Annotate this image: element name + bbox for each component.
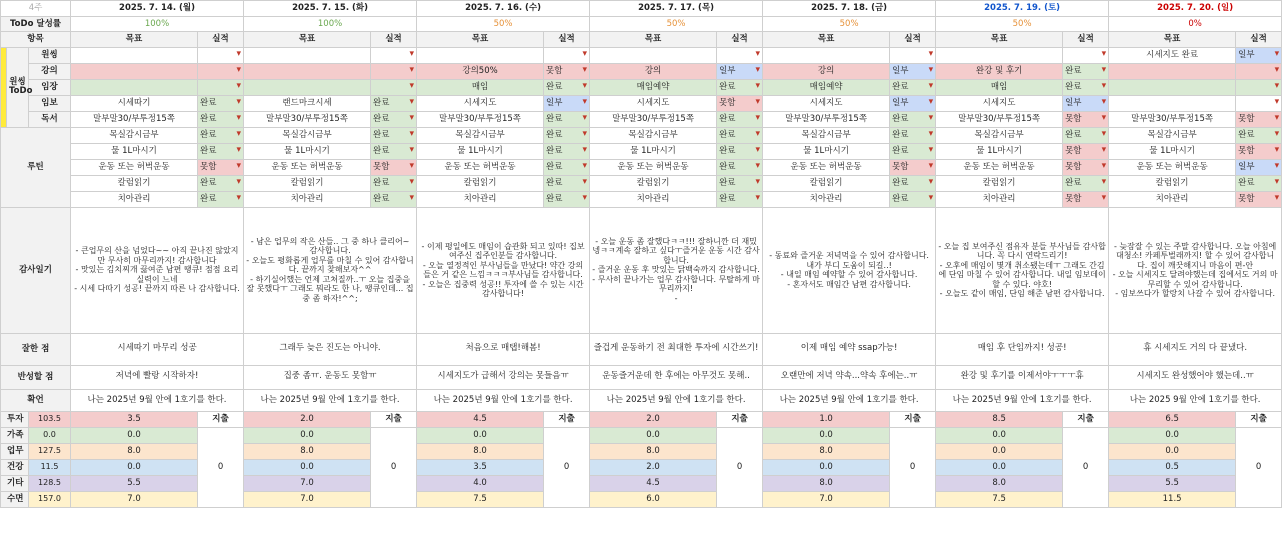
- spend-label-5: 지출: [1063, 411, 1109, 427]
- routine-result-5[interactable]: 완료 ▾: [1063, 175, 1109, 191]
- result-gangui-5[interactable]: 완료 ▾: [1063, 63, 1109, 79]
- routine-result-2[interactable]: 완료 ▾: [544, 143, 590, 159]
- routine-item-6: 목실감시금부: [1109, 127, 1236, 143]
- result-ilbo-4[interactable]: 일부 ▾: [890, 95, 936, 111]
- time-work-1[interactable]: 8.0: [244, 443, 371, 459]
- routine-item-0: 운동 또는 허벅운동: [71, 159, 198, 175]
- goal-iljang-6[interactable]: [1109, 79, 1236, 95]
- goal-iljang-5[interactable]: 매임: [936, 79, 1063, 95]
- routine-item-4: 칼럼읽기: [763, 175, 890, 191]
- result-dokseo-0[interactable]: 완료 ▾: [198, 111, 244, 127]
- time-sleep-4[interactable]: 7.0: [763, 491, 890, 507]
- routine-item-4: 운동 또는 허벅운동: [763, 159, 890, 175]
- confirm-0[interactable]: 나는 2025년 9월 안에 1호기를 한다.: [71, 389, 244, 411]
- goal-dokseo-2[interactable]: 말부말30/부투정15쪽: [417, 111, 544, 127]
- routine-item-1: 치아관리: [244, 191, 371, 207]
- goal-iljang-0[interactable]: [71, 79, 198, 95]
- goal-dokseo-3[interactable]: 말부말30/부투정15쪽: [590, 111, 717, 127]
- time-work-3[interactable]: 8.0: [590, 443, 717, 459]
- routine-result-4[interactable]: 완료 ▾: [890, 191, 936, 207]
- routine-item-4: 물 1L마시기: [763, 143, 890, 159]
- good-1[interactable]: 그래두 늦은 진도는 아니야.: [244, 333, 417, 365]
- spend-label-3: 지출: [717, 411, 763, 427]
- sheet-row: [1, 191, 1282, 207]
- time-invest-0[interactable]: 3.5: [71, 411, 198, 427]
- result-wonsing-0[interactable]: [198, 47, 244, 63]
- routine-item-5: 물 1L마시기: [936, 143, 1063, 159]
- reflect-5[interactable]: 완강 및 후기를 이제서야ㅜㅜㅜ휴: [936, 365, 1109, 389]
- goal-iljang-1[interactable]: [244, 79, 371, 95]
- routine-result-5[interactable]: 못함 ▾: [1063, 159, 1109, 175]
- reflect-6[interactable]: 시세지도 완성했어야 했는데..ㅠ: [1109, 365, 1282, 389]
- time-etc-4[interactable]: 8.0: [763, 475, 890, 491]
- spend-0[interactable]: 0: [198, 427, 244, 507]
- time-health-6[interactable]: 0.5: [1109, 459, 1236, 475]
- goal-ilbo-6[interactable]: [1109, 95, 1236, 111]
- goal-gangui-0[interactable]: [71, 63, 198, 79]
- result-ilbo-3[interactable]: 못함 ▾: [717, 95, 763, 111]
- spend-label-6: 지출: [1236, 411, 1282, 427]
- goal-wonsing-2[interactable]: [417, 47, 544, 63]
- result-ilbo-1[interactable]: 완료 ▾: [371, 95, 417, 111]
- time-total-invest: 103.5: [29, 411, 71, 427]
- result-iljang-1[interactable]: [371, 79, 417, 95]
- day-header-2: 2025. 7. 16. (수): [417, 1, 590, 17]
- goal-gangui-6[interactable]: [1109, 63, 1236, 79]
- time-work-2[interactable]: 8.0: [417, 443, 544, 459]
- goal-dokseo-6[interactable]: 말부말30/부투정15쪽: [1109, 111, 1236, 127]
- goal-item-wonsing: 원씽: [29, 47, 71, 63]
- time-invest-1[interactable]: 2.0: [244, 411, 371, 427]
- routine-result-4[interactable]: 완료 ▾: [890, 143, 936, 159]
- goal-iljang-4[interactable]: 매임예약: [763, 79, 890, 95]
- result-header: 실적: [1063, 32, 1109, 48]
- routine-item-1: 목실감시금부: [244, 127, 371, 143]
- day-header-4: 2025. 7. 18. (금): [763, 1, 936, 17]
- confirm-5[interactable]: 나는 2025년 9월 안에 1호기를 한다.: [936, 389, 1109, 411]
- good-5[interactable]: 매임 후 단임까지! 성공!: [936, 333, 1109, 365]
- reflect-label: 반성할 점: [1, 365, 71, 389]
- sheet-row: [1, 32, 1282, 48]
- routine-item-0: 목실감시금부: [71, 127, 198, 143]
- spend-6[interactable]: 0: [1236, 427, 1282, 507]
- routine-result-6[interactable]: 완료 ▾: [1236, 175, 1282, 191]
- time-health-3[interactable]: 2.0: [590, 459, 717, 475]
- goal-ilbo-2[interactable]: 시세지도: [417, 95, 544, 111]
- gratitude-label: 감사일기: [1, 207, 71, 333]
- time-work-0[interactable]: 8.0: [71, 443, 198, 459]
- result-gangui-2[interactable]: 못함 ▾: [544, 63, 590, 79]
- result-iljang-4[interactable]: 완료 ▾: [890, 79, 936, 95]
- sheet-row: [1, 63, 1282, 79]
- good-4[interactable]: 이제 매임 예약 ssap가능!: [763, 333, 936, 365]
- sheet-row: [1, 16, 1282, 32]
- confirm-6[interactable]: 나는 2025 9월 안에 1호기를 한다.: [1109, 389, 1282, 411]
- goal-header: 목표: [1109, 32, 1236, 48]
- goal-gangui-1[interactable]: [244, 63, 371, 79]
- time-total-etc: 128.5: [29, 475, 71, 491]
- routine-result-3[interactable]: 완료 ▾: [717, 175, 763, 191]
- time-family-2[interactable]: 0.0: [417, 427, 544, 443]
- goal-gangui-4[interactable]: 강의: [763, 63, 890, 79]
- routine-item-2: 칼럼읽기: [417, 175, 544, 191]
- time-work-6[interactable]: 0.0: [1109, 443, 1236, 459]
- day-header-5: 2025. 7. 19. (토): [936, 1, 1109, 17]
- reflect-1[interactable]: 집중 좀ㅠ. 운동도 못함ㅠ: [244, 365, 417, 389]
- gratitude-0[interactable]: - 큰업무의 산을 넘었다~~ 아직 끝나진 않았지만 무사히 마무리까지! 감사합니다 - 맛있는 김치찌개 끓여준 남편 땡큐! 점점 요리실력이 느네 - 시세 다따기 성공! 끝까지 따른 나 감사합니다.: [71, 207, 244, 333]
- routine-result-4[interactable]: 완료 ▾: [890, 127, 936, 143]
- time-etc-6[interactable]: 5.5: [1109, 475, 1236, 491]
- routine-item-6: 물 1L마시기: [1109, 143, 1236, 159]
- routine-item-3: 운동 또는 허벅운동: [590, 159, 717, 175]
- sheet-row: [1, 427, 1282, 443]
- routine-item-2: 물 1L마시기: [417, 143, 544, 159]
- good-3[interactable]: 즐겁게 운동하기 전 최대한 투자에 시간쓰기!: [590, 333, 763, 365]
- time-invest-2[interactable]: 4.5: [417, 411, 544, 427]
- sheet-row: [1, 111, 1282, 127]
- routine-item-0: 치아관리: [71, 191, 198, 207]
- time-label-sleep: 수면: [1, 491, 29, 507]
- day-header-6: 2025. 7. 20. (일): [1109, 1, 1282, 17]
- todo-rate-1: 100%: [244, 16, 417, 32]
- time-invest-6[interactable]: 6.5: [1109, 411, 1236, 427]
- routine-result-5[interactable]: 못함 ▾: [1063, 191, 1109, 207]
- week-label: 4주: [1, 1, 71, 17]
- goal-header: 목표: [417, 32, 544, 48]
- time-total-work: 127.5: [29, 443, 71, 459]
- goal-wonsing-3[interactable]: [590, 47, 717, 63]
- sheet-row: [1, 365, 1282, 389]
- time-sleep-1[interactable]: 7.0: [244, 491, 371, 507]
- routine-result-5[interactable]: 완료 ▾: [1063, 127, 1109, 143]
- result-gangui-4[interactable]: 일부 ▾: [890, 63, 936, 79]
- goal-dokseo-0[interactable]: 말부말30/부투정15쪽: [71, 111, 198, 127]
- routine-item-0: 칼럼읽기: [71, 175, 198, 191]
- result-ilbo-2[interactable]: 일부 ▾: [544, 95, 590, 111]
- result-wonsing-6[interactable]: 일부 ▾: [1236, 47, 1282, 63]
- result-header: 실적: [198, 32, 244, 48]
- routine-result-6[interactable]: 못함 ▾: [1236, 191, 1282, 207]
- result-header: 실적: [1236, 32, 1282, 48]
- day-header-1: 2025. 7. 15. (화): [244, 1, 417, 17]
- time-label-work: 업무: [1, 443, 29, 459]
- spend-label-0: 지출: [198, 411, 244, 427]
- sheet-row: [1, 79, 1282, 95]
- result-dokseo-1[interactable]: 완료 ▾: [371, 111, 417, 127]
- todo-rate-0: 100%: [71, 16, 244, 32]
- spend-label-4: 지출: [890, 411, 936, 427]
- goal-wonsing-6[interactable]: 시세지도 완료: [1109, 47, 1236, 63]
- time-family-6[interactable]: 0.0: [1109, 427, 1236, 443]
- routine-label: 루틴: [1, 127, 71, 207]
- gratitude-4[interactable]: - 동료와 즐거운 저녁먹을 수 있어 감사합니다. 내가 부디 도움이 되길..! - 내일 매임 예약할 수 있어 감사합니다. - 혼자서도 매임간 남편 감사합니다.: [763, 207, 936, 333]
- result-iljang-3[interactable]: 완료 ▾: [717, 79, 763, 95]
- sheet-row: [1, 333, 1282, 365]
- goal-wonsing-1[interactable]: [244, 47, 371, 63]
- routine-result-0[interactable]: 완료 ▾: [198, 191, 244, 207]
- time-sleep-5[interactable]: 7.5: [936, 491, 1063, 507]
- goal-iljang-2[interactable]: 매임: [417, 79, 544, 95]
- time-label-family: 가족: [1, 427, 29, 443]
- time-family-4[interactable]: 0.0: [763, 427, 890, 443]
- goal-item-iljang: 임장: [29, 79, 71, 95]
- time-label-etc: 기타: [1, 475, 29, 491]
- routine-result-1[interactable]: 완료 ▾: [371, 175, 417, 191]
- confirm-label: 확언: [1, 389, 71, 411]
- goal-header: 목표: [71, 32, 198, 48]
- routine-item-3: 목실감시금부: [590, 127, 717, 143]
- routine-result-3[interactable]: 완료 ▾: [717, 191, 763, 207]
- result-gangui-6[interactable]: [1236, 63, 1282, 79]
- time-work-5[interactable]: 0.0: [936, 443, 1063, 459]
- time-family-1[interactable]: 0.0: [244, 427, 371, 443]
- result-iljang-2[interactable]: 완료 ▾: [544, 79, 590, 95]
- routine-item-0: 물 1L마시기: [71, 143, 198, 159]
- goal-ilbo-4[interactable]: 시세지도: [763, 95, 890, 111]
- goal-header: 목표: [936, 32, 1063, 48]
- goal-dokseo-1[interactable]: 말부말30/부투정15쪽: [244, 111, 371, 127]
- goal-wonsing-5[interactable]: [936, 47, 1063, 63]
- routine-item-2: 운동 또는 허벅운동: [417, 159, 544, 175]
- time-invest-5[interactable]: 8.5: [936, 411, 1063, 427]
- result-header: 실적: [890, 32, 936, 48]
- result-ilbo-5[interactable]: 일부 ▾: [1063, 95, 1109, 111]
- result-gangui-0[interactable]: [198, 63, 244, 79]
- time-total-health: 11.5: [29, 459, 71, 475]
- result-dokseo-3[interactable]: 완료 ▾: [717, 111, 763, 127]
- result-wonsing-1[interactable]: [371, 47, 417, 63]
- result-wonsing-3[interactable]: [717, 47, 763, 63]
- confirm-3[interactable]: 나는 2025년 9월 안에 1호기를 한다.: [590, 389, 763, 411]
- result-dokseo-4[interactable]: 완료 ▾: [890, 111, 936, 127]
- goal-ilbo-0[interactable]: 시세따기: [71, 95, 198, 111]
- routine-item-1: 칼럼읽기: [244, 175, 371, 191]
- routine-result-3[interactable]: 완료 ▾: [717, 159, 763, 175]
- goal-gangui-2[interactable]: 강의50%: [417, 63, 544, 79]
- routine-result-1[interactable]: 완료 ▾: [371, 191, 417, 207]
- routine-result-4[interactable]: 못함 ▾: [890, 159, 936, 175]
- time-work-4[interactable]: 8.0: [763, 443, 890, 459]
- goal-header: 목표: [244, 32, 371, 48]
- result-dokseo-6[interactable]: 못함 ▾: [1236, 111, 1282, 127]
- wonsing-todo-label: 원씽 ToDo: [7, 47, 29, 127]
- time-etc-2[interactable]: 4.0: [417, 475, 544, 491]
- routine-result-0[interactable]: 완료 ▾: [198, 143, 244, 159]
- routine-item-3: 물 1L마시기: [590, 143, 717, 159]
- goal-wonsing-0[interactable]: [71, 47, 198, 63]
- time-sleep-2[interactable]: 7.5: [417, 491, 544, 507]
- spend-1[interactable]: 0: [371, 427, 417, 507]
- time-health-4[interactable]: 0.0: [763, 459, 890, 475]
- reflect-0[interactable]: 저녁에 빨랑 시작하자!: [71, 365, 244, 389]
- time-sleep-6[interactable]: 11.5: [1109, 491, 1236, 507]
- time-invest-4[interactable]: 1.0: [763, 411, 890, 427]
- routine-item-4: 치아관리: [763, 191, 890, 207]
- sheet-row: [1, 127, 1282, 143]
- gratitude-1[interactable]: - 남은 업무의 작은 산들.. 그 중 하나 클리어~ 감사합니다. - 오늘도 평화롭게 업무를 마칠 수 있어 감사합니다. 끝까지 찾해보자^^ - 하기실어했는 언제 고쳐질까..ㅜ 오늘 집중을 잘 못했다ㅜ 그래도 뭐라도 한 나, 땡큐인데... 집중 좀 하자!^^;: [244, 207, 417, 333]
- time-label-invest: 투자: [1, 411, 29, 427]
- time-label-health: 건강: [1, 459, 29, 475]
- routine-item-3: 치아관리: [590, 191, 717, 207]
- goal-gangui-5[interactable]: 완강 및 후기: [936, 63, 1063, 79]
- routine-result-0[interactable]: 완료 ▾: [198, 175, 244, 191]
- time-etc-1[interactable]: 7.0: [244, 475, 371, 491]
- goal-item-dokseo: 독서: [29, 111, 71, 127]
- routine-item-1: 물 1L마시기: [244, 143, 371, 159]
- time-health-1[interactable]: 0.0: [244, 459, 371, 475]
- goal-ilbo-5[interactable]: 시세지도: [936, 95, 1063, 111]
- reflect-3[interactable]: 운동즐거운데 한 후에는 아무것도 못해..: [590, 365, 763, 389]
- todo-rate-2: 50%: [417, 16, 590, 32]
- confirm-4[interactable]: 나는 2025년 9월 안에 1호기를 한다.: [763, 389, 936, 411]
- routine-result-2[interactable]: 완료 ▾: [544, 175, 590, 191]
- goal-ilbo-3[interactable]: 시세지도: [590, 95, 717, 111]
- time-total-family: 0.0: [29, 427, 71, 443]
- result-header: 실적: [717, 32, 763, 48]
- result-gangui-3[interactable]: 일부 ▾: [717, 63, 763, 79]
- routine-result-0[interactable]: 못함 ▾: [198, 159, 244, 175]
- sheet-row: [1, 159, 1282, 175]
- goal-gangui-3[interactable]: 강의: [590, 63, 717, 79]
- gratitude-2[interactable]: - 이제 평일에도 매임이 습관화 되고 있따! 집보여주신 집주인분들 감사합니다. - 오늘 열정적인 부사님들을 만났다! 약간 강의 들은 거 같은 느낌ㅋㅋㅋ부사님들 감사합니다. - 오늘은 집중력 성공!! 투자에 쓸 수 있는 시간 감사합니다!: [417, 207, 590, 333]
- routine-item-4: 목실감시금부: [763, 127, 890, 143]
- goal-dokseo-4[interactable]: 말부말30/부투정15쪽: [763, 111, 890, 127]
- time-health-2[interactable]: 3.5: [417, 459, 544, 475]
- routine-result-2[interactable]: 완료 ▾: [544, 159, 590, 175]
- routine-item-2: 목실감시금부: [417, 127, 544, 143]
- goal-item-ilbo: 임보: [29, 95, 71, 111]
- routine-item-2: 치아관리: [417, 191, 544, 207]
- sheet-row: [1, 1, 1282, 17]
- day-header-0: 2025. 7. 14. (월): [71, 1, 244, 17]
- time-sleep-3[interactable]: 6.0: [590, 491, 717, 507]
- result-wonsing-2[interactable]: [544, 47, 590, 63]
- result-iljang-0[interactable]: [198, 79, 244, 95]
- goal-iljang-3[interactable]: 매임예약: [590, 79, 717, 95]
- result-wonsing-4[interactable]: [890, 47, 936, 63]
- time-family-0[interactable]: 0.0: [71, 427, 198, 443]
- sheet-row: [1, 207, 1282, 333]
- time-etc-3[interactable]: 4.5: [590, 475, 717, 491]
- spend-4[interactable]: 0: [890, 427, 936, 507]
- routine-item-5: 목실감시금부: [936, 127, 1063, 143]
- result-dokseo-2[interactable]: 완료 ▾: [544, 111, 590, 127]
- good-0[interactable]: 시세따기 마무리 성공: [71, 333, 244, 365]
- result-ilbo-6[interactable]: [1236, 95, 1282, 111]
- reflect-4[interactable]: 오랜만에 저녁 약속...약속 후에는..ㅠ: [763, 365, 936, 389]
- time-family-5[interactable]: 0.0: [936, 427, 1063, 443]
- sheet-row: [1, 95, 1282, 111]
- routine-result-3[interactable]: 완료 ▾: [717, 143, 763, 159]
- gratitude-5[interactable]: - 오늘 집 보여주신 점유자 분들 부사님들 감사합니다. 꼭 다시 연락드리기! - 오후에 매임이 몇개 취소됐는데ㅜ 그래도 간김에 단임 마칠 수 있어 감사합니다. 내일 임보데이 할 수 있다. 야호! - 오늘도 같이 매임, 단임 해준 남편 감사합니다.: [936, 207, 1109, 333]
- result-gangui-1[interactable]: [371, 63, 417, 79]
- result-ilbo-0[interactable]: 완료 ▾: [198, 95, 244, 111]
- time-invest-3[interactable]: 2.0: [590, 411, 717, 427]
- todo-rate-label: ToDo 달성률: [1, 16, 71, 32]
- good-6[interactable]: 휴 시세지도 거의 다 끝냈다.: [1109, 333, 1282, 365]
- routine-item-6: 운동 또는 허벅운동: [1109, 159, 1236, 175]
- result-iljang-6[interactable]: [1236, 79, 1282, 95]
- sheet-row: [1, 411, 1282, 427]
- sheet-row: [1, 175, 1282, 191]
- gratitude-6[interactable]: - 늦잠잘 수 있는 주말 감사합니다. 오늘 아침에 대청소! 카페투벌래까지! 할 수 있어 감사합니다. 집이 깨끗해지니 마음이 편-안 - 오늘 시세지도 달려야했는데 집에서도 거의 마무리할 수 있어 감사합니다. - 임보쓰다가 할랑치 나갈 수 있어 감사합니다.: [1109, 207, 1282, 333]
- routine-result-6[interactable]: 완료 ▾: [1236, 127, 1282, 143]
- routine-result-4[interactable]: 완료 ▾: [890, 175, 936, 191]
- time-health-0[interactable]: 0.0: [71, 459, 198, 475]
- time-total-sleep: 157.0: [29, 491, 71, 507]
- routine-item-5: 치아관리: [936, 191, 1063, 207]
- spend-2[interactable]: 0: [544, 427, 590, 507]
- routine-item-1: 운동 또는 허벅운동: [244, 159, 371, 175]
- routine-result-2[interactable]: 완료 ▾: [544, 127, 590, 143]
- goal-ilbo-1[interactable]: 랜드마크시세: [244, 95, 371, 111]
- routine-result-6[interactable]: 못함 ▾: [1236, 143, 1282, 159]
- result-dokseo-5[interactable]: 못함 ▾: [1063, 111, 1109, 127]
- sheet-row: [1, 47, 1282, 63]
- routine-item-6: 치아관리: [1109, 191, 1236, 207]
- time-sleep-0[interactable]: 7.0: [71, 491, 198, 507]
- todo-rate-5: 50%: [936, 16, 1109, 32]
- routine-result-0[interactable]: 완료 ▾: [198, 127, 244, 143]
- confirm-1[interactable]: 나는 2025년 9월 안에 1호기를 한다.: [244, 389, 417, 411]
- time-family-3[interactable]: 0.0: [590, 427, 717, 443]
- result-header: 실적: [544, 32, 590, 48]
- goal-item-gangui: 강의: [29, 63, 71, 79]
- result-iljang-5[interactable]: 완료 ▾: [1063, 79, 1109, 95]
- routine-item-3: 칼럼읽기: [590, 175, 717, 191]
- routine-item-5: 칼럼읽기: [936, 175, 1063, 191]
- routine-result-1[interactable]: 완료 ▾: [371, 143, 417, 159]
- goal-dokseo-5[interactable]: 말부말30/부투정15쪽: [936, 111, 1063, 127]
- reflect-2[interactable]: 시세지도가 급해서 강의는 못들음ㅠ: [417, 365, 590, 389]
- goal-header: 목표: [590, 32, 717, 48]
- sheet-row: [1, 143, 1282, 159]
- goal-header: 목표: [763, 32, 890, 48]
- spend-5[interactable]: 0: [1063, 427, 1109, 507]
- good-label: 잘한 점: [1, 333, 71, 365]
- todo-rate-3: 50%: [590, 16, 763, 32]
- routine-result-1[interactable]: 못함 ▾: [371, 159, 417, 175]
- routine-item-5: 운동 또는 허벅운동: [936, 159, 1063, 175]
- todo-rate-6: 0%: [1109, 16, 1282, 32]
- goal-wonsing-4[interactable]: [763, 47, 890, 63]
- routine-result-5[interactable]: 못함 ▾: [1063, 143, 1109, 159]
- todo-rate-4: 50%: [763, 16, 936, 32]
- confirm-2[interactable]: 나는 2025년 9월 안에 1호기를 한다.: [417, 389, 590, 411]
- routine-result-6[interactable]: 일부 ▾: [1236, 159, 1282, 175]
- result-header: 실적: [371, 32, 417, 48]
- time-health-5[interactable]: 0.0: [936, 459, 1063, 475]
- result-wonsing-5[interactable]: [1063, 47, 1109, 63]
- time-etc-5[interactable]: 8.0: [936, 475, 1063, 491]
- routine-item-6: 칼럼읽기: [1109, 175, 1236, 191]
- spend-3[interactable]: 0: [717, 427, 763, 507]
- sheet-row: [1, 389, 1282, 411]
- good-2[interactable]: 처음으로 매탭!해봄!: [417, 333, 590, 365]
- time-etc-0[interactable]: 5.5: [71, 475, 198, 491]
- spend-label-1: 지출: [371, 411, 417, 427]
- item-header: 항목: [1, 32, 71, 48]
- routine-result-1[interactable]: 완료 ▾: [371, 127, 417, 143]
- gratitude-3[interactable]: - 오늘 운동 좀 잘했다ㅋㅋ!!! 잘하니깐 더 재밌넹ㅋㅋ계속 잘하고 싶다ㅜ즐거운 운동 시간 감사합니다. - 즐거운 운동 후 맛있는 닭백숙까지 감사합니다. - 무사히 끝나가는 업무 감사합니다. 무탈하게 마무리까지! -: [590, 207, 763, 333]
- day-header-3: 2025. 7. 17. (목): [590, 1, 763, 17]
- spend-label-2: 지출: [544, 411, 590, 427]
- routine-result-2[interactable]: 완료 ▾: [544, 191, 590, 207]
- routine-result-3[interactable]: 완료 ▾: [717, 127, 763, 143]
